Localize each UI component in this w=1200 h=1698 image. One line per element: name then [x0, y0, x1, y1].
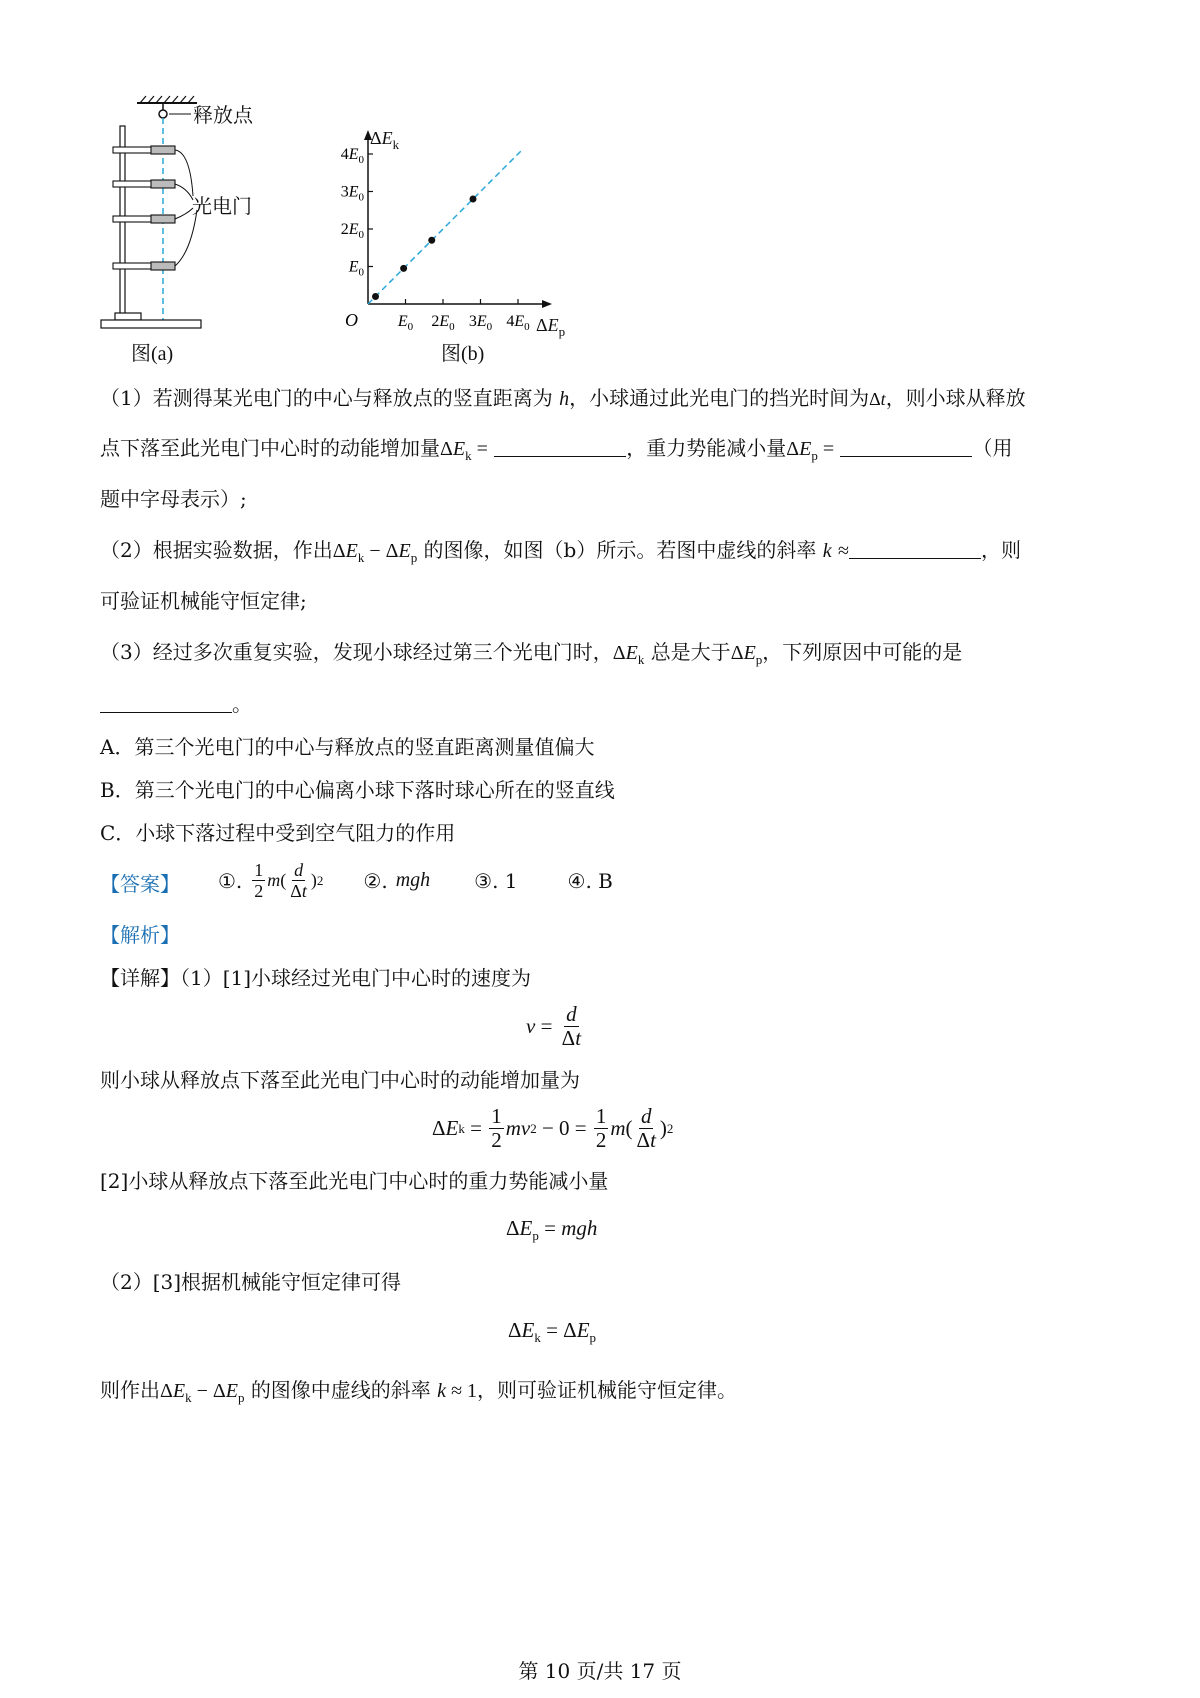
- answer-blank-4[interactable]: [100, 694, 232, 713]
- equation-potential: $\Delta E_p$ = mgh: [506, 1216, 598, 1243]
- q1-line2: 点下落至此光电门中心时的动能增加量$\Delta E_k$ = ，重力势能减小量$\Delta E_p$ = （用: [100, 436, 1013, 463]
- fit-line: [368, 150, 522, 304]
- detail-line1: 【详解】（1）[1]小球经过光电门中心时的速度为: [100, 966, 532, 990]
- answer-tag: 【答案】: [100, 872, 180, 896]
- detail-line4: （2）[3]根据机械能守恒定律可得: [100, 1270, 402, 1294]
- x-tick-label: $4E_0$: [506, 313, 530, 333]
- figure-b-caption: 图(b): [441, 343, 485, 365]
- detail-line3: [2]小球从释放点下落至此光电门中心时的重力势能减小量: [100, 1169, 609, 1193]
- detail-line5: 则作出$\Delta E_k - \Delta E_p$ 的图像中虚线的斜率 k ≈ 1，则可验证机械能守恒定律。: [100, 1378, 738, 1405]
- equation-velocity: v = $\frac{d}{\Delta t}$: [526, 1002, 582, 1050]
- equation-conservation: $\Delta E_k = \Delta E_p$: [508, 1318, 597, 1345]
- photogate-label: 光电门: [192, 194, 252, 218]
- y-tick-label: $E_0$: [348, 258, 364, 279]
- detail-line2: 则小球从释放点下落至此光电门中心时的动能增加量为: [100, 1068, 580, 1092]
- data-point: [428, 237, 435, 244]
- origin-label: O: [345, 310, 358, 330]
- x-tick-label: $2E_0$: [431, 313, 455, 333]
- option-b: B．第三个光电门的中心偏离小球下落时球心所在的竖直线: [100, 778, 615, 802]
- option-a: A．第三个光电门的中心与释放点的竖直距离测量值偏大: [100, 735, 595, 759]
- answer-blank-1[interactable]: [494, 438, 626, 457]
- data-point: [470, 196, 477, 203]
- q3-line1: （3）经过多次重复实验，发现小球经过第三个光电门时，$\Delta E_k$ 总是大于$\Delta E_p$，下列原因中可能的是: [100, 640, 963, 667]
- x-tick-label: $3E_0$: [468, 313, 493, 333]
- data-point: [400, 265, 407, 272]
- answer-blank-2[interactable]: [840, 438, 972, 457]
- figure-a-caption: 图(a): [131, 343, 174, 365]
- answer-blank-3[interactable]: [849, 540, 981, 559]
- y-tick-label: $2E_0$: [340, 221, 364, 241]
- x-tick-label: $E_0$: [397, 313, 414, 333]
- y-tick-label: $4E_0$: [340, 146, 364, 166]
- y-axis-label: $\Delta E_k$: [370, 128, 400, 152]
- option-c: C．小球下落过程中受到空气阻力的作用: [100, 821, 456, 845]
- x-axis-arrow: [542, 300, 552, 308]
- q1-line1: （1）若测得某光电门的中心与释放点的竖直距离为 h，小球通过此光电门的挡光时间为Δt，则小球从释放: [100, 386, 1026, 410]
- x-axis-label: $\Delta E_p$: [536, 315, 566, 339]
- q1-line3: 题中字母表示）;: [100, 487, 247, 511]
- data-point: [372, 293, 379, 300]
- y-tick-label: $3E_0$: [340, 183, 364, 204]
- q3-line2: 。: [100, 690, 252, 718]
- q2-line2: 可验证机械能守恒定律;: [100, 589, 307, 613]
- page-footer: 第 10 页/共 17 页: [518, 1659, 682, 1683]
- analysis-tag: 【解析】: [100, 923, 180, 947]
- equation-kinetic: Δ E k = $\frac{1}{2}$ mv 2 − 0 = $\frac{1}{2}$ m ( $\frac{d}{\Delta t}$ ) 2: [432, 1104, 674, 1152]
- answer-line: ①. $\frac{1}{2}$ m ( $\frac{d}{\Delta t}$ ) 2 ②. mgh ③. 1 ④. B: [218, 860, 613, 901]
- q2-line1: （2）根据实验数据，作出$\Delta E_k - \Delta E_p$ 的图像，如图（b）所示。若图中虚线的斜率 k ≈ ，则: [100, 538, 1021, 565]
- release-point-label: 释放点: [193, 103, 253, 127]
